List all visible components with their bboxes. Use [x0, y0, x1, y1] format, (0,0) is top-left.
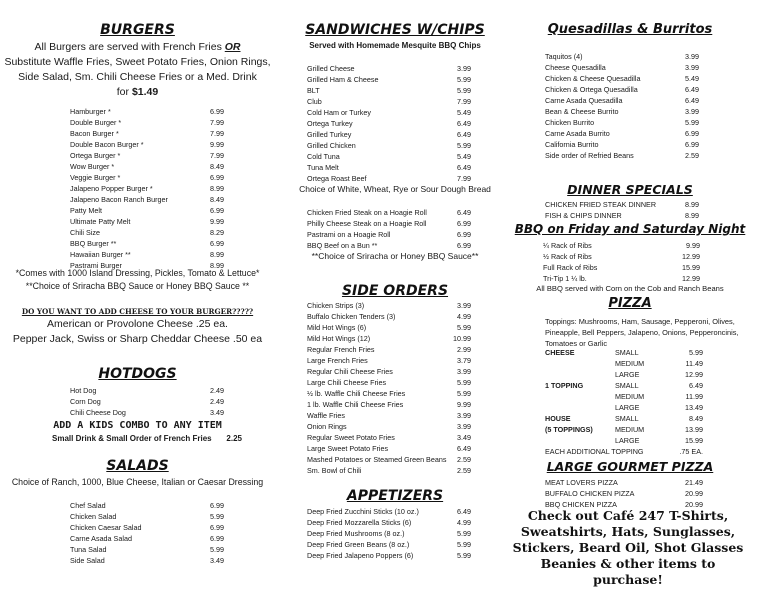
menu-item: Large French Fries 3.79 [307, 356, 471, 365]
menu-item: Onion Rings 3.99 [307, 422, 471, 431]
menu-item: Corn Dog 2.49 [70, 397, 224, 406]
quesadillas-title: Quesadillas & Burritos [547, 22, 713, 37]
side-orders-title: SIDE ORDERS [341, 283, 449, 299]
menu-item: Taquitos (4) 3.99 [545, 52, 699, 61]
salads-description: Choice of Ranch, 1000, Blue Cheese, Italian or Caesar Dressing [11, 477, 264, 487]
bread-note: Choice of White, Wheat, Rye or Sour Dough Bread [299, 184, 491, 194]
menu-item: Chili Cheese Dog 3.49 [70, 408, 224, 417]
menu-item: ½ Rack of Ribs 12.99 [543, 252, 700, 261]
menu-item: Hot Dog 2.49 [70, 386, 224, 395]
menu-item: Deep Fried Jalapeno Poppers (6) 5.99 [307, 551, 471, 560]
menu-item: BLT 5.99 [307, 86, 471, 95]
menu-item: Chicken Strips (3) 3.99 [307, 301, 471, 310]
gourmet-pizza-title: LARGE GOURMET PIZZA [546, 459, 714, 474]
add-cheese-title: DO YOU WANT TO ADD CHEESE TO YOUR BURGER????? [21, 307, 254, 316]
menu-item: Mild Hot Wings (12) 10.99 [307, 334, 471, 343]
bbq-note: All BBQ served with Corn on the Cob and Ranch Beans [536, 284, 724, 293]
menu-item: Sm. Bowl of Chili 2.59 [307, 466, 471, 475]
menu-item: Regular Chili Cheese Fries 3.99 [307, 367, 471, 376]
menu-item: Chicken Caesar Salad 6.99 [70, 523, 224, 532]
menu-item: Ultimate Patty Melt 9.99 [70, 217, 224, 226]
menu-item: California Burrito 6.99 [545, 140, 699, 149]
menu-item: Jalapeno Bacon Ranch Burger 8.49 [70, 195, 224, 204]
menu-item: Large Sweet Potato Fries 6.49 [307, 444, 471, 453]
menu-item: Pastrami on a Hoagie Roll 6.99 [307, 230, 471, 239]
salads-title: SALADS [106, 458, 169, 474]
menu-item: Cold Tuna 5.49 [307, 152, 471, 161]
menu-item: Cheese Quesadilla 3.99 [545, 63, 699, 72]
menu-item: Carne Asada Quesadilla 6.49 [545, 96, 699, 105]
menu-item: ½ lb. Waffle Chili Cheese Fries 5.99 [307, 389, 471, 398]
menu-item: Cold Ham or Turkey 5.49 [307, 108, 471, 117]
menu-item: Carne Asada Burrito 6.99 [545, 129, 699, 138]
menu-item: MEAT LOVERS PIZZA 21.49 [545, 478, 703, 487]
menu-item: Philly Cheese Steak on a Hoagie Roll 6.99 [307, 219, 471, 228]
menu-item: Double Bacon Burger * 9.99 [70, 140, 224, 149]
sauce-note: **Choice of Sriracha or Honey BBQ Sauce** [311, 251, 479, 261]
menu-item: BBQ Beef on a Bun ** 6.99 [307, 241, 471, 250]
menu-item: Grilled Ham & Cheese 5.99 [307, 75, 471, 84]
menu-item: Grilled Cheese 3.99 [307, 64, 471, 73]
dinner-specials-title: DINNER SPECIALS [567, 182, 693, 197]
menu-item: Hamburger * 6.99 [70, 107, 224, 116]
kids-combo-row: Small Drink & Small Order of French Fries 2.25 [52, 434, 242, 443]
menu-item: Club 7.99 [307, 97, 471, 106]
menu-item: Ortega Burger * 7.99 [70, 151, 224, 160]
pizza-group-label: 1 TOPPING [545, 381, 584, 390]
menu-item: Jalapeno Popper Burger * 8.99 [70, 184, 224, 193]
menu-item: Ortega Roast Beef 7.99 [307, 174, 471, 183]
menu-item: Regular French Fries 2.99 [307, 345, 471, 354]
menu-item: Chicken & Ortega Quesadilla 6.49 [545, 85, 699, 94]
sandwiches-description: Served with Homemade Mesquite BBQ Chips [309, 41, 481, 50]
menu-item: BUFFALO CHICKEN PIZZA 20.99 [545, 489, 703, 498]
additional-topping-label: EACH ADDITIONAL TOPPING [545, 447, 644, 456]
menu-item: Chicken Salad 5.99 [70, 512, 224, 521]
pizza-group-sublabel: (5 TOPPINGS) [545, 425, 593, 434]
menu-item: Deep Fried Mushrooms (8 oz.) 5.99 [307, 529, 471, 538]
menu-item: Veggie Burger * 6.99 [70, 173, 224, 182]
menu-item: 1 lb. Waffle Chili Cheese Fries 9.99 [307, 400, 471, 409]
menu-item: Tuna Melt 6.49 [307, 163, 471, 172]
pizza-group-label: CHEESE [545, 348, 575, 357]
menu-item: Bacon Burger * 7.99 [70, 129, 224, 138]
menu-item: Tuna Salad 5.99 [70, 545, 224, 554]
menu-item: Ortega Turkey 6.49 [307, 119, 471, 128]
menu-item: Carne Asada Salad 6.99 [70, 534, 224, 543]
menu-item: Grilled Chicken 5.99 [307, 141, 471, 150]
menu-item: Pastrami Burger 8.99 [70, 261, 224, 270]
menu-item: Regular Sweet Potato Fries 3.49 [307, 433, 471, 442]
burgers-description: All Burgers are served with French Fries OR Substitute Waffle Fries, Sweet Potato Fries, Onion Rings, Side Salad, Sm. Chili Cheese Fries or a Med. Drink for $1.49 [4, 41, 271, 98]
menu-item: Double Burger * 7.99 [70, 118, 224, 127]
menu-item: Tri-Tip 1 ¼ lb. 12.99 [543, 274, 700, 283]
menu-item: Deep Fried Green Beans (8 oz.) 5.99 [307, 540, 471, 549]
menu-item: Chef Salad 6.99 [70, 501, 224, 510]
appetizers-title: APPETIZERS [346, 488, 444, 504]
burgers-note-2: **Choice of Sriracha BBQ Sauce or Honey BBQ Sauce ** [25, 281, 250, 291]
menu-item: Chicken Fried Steak on a Hoagie Roll 6.49 [307, 208, 471, 217]
pizza-title: PIZZA [608, 296, 652, 311]
burgers-title: BURGERS [100, 22, 175, 38]
menu-item: ¼ Rack of Ribs 9.99 [543, 241, 700, 250]
menu-item: BBQ CHICKEN PIZZA 20.99 [545, 500, 703, 509]
menu-item: Full Rack of Ribs 15.99 [543, 263, 700, 272]
sandwiches-title: SANDWICHES W/CHIPS [305, 22, 485, 38]
additional-topping-price: .75 EA. [679, 447, 703, 456]
menu-item: CHICKEN FRIED STEAK DINNER 8.99 [545, 200, 699, 209]
menu-item: Large Chili Cheese Fries 5.99 [307, 378, 471, 387]
menu-item: Mild Hot Wings (6) 5.99 [307, 323, 471, 332]
menu-item: Hawaiian Burger ** 8.99 [70, 250, 224, 259]
menu-item: Grilled Turkey 6.49 [307, 130, 471, 139]
menu-item: FISH & CHIPS DINNER 8.99 [545, 211, 699, 220]
pizza-toppings: Toppings: Mushrooms, Ham, Sausage, Pepperoni, Olives, Pineapple, Bell Peppers, Jalapeno, Onions, Pepperoncinis, Tomatoes or Garlic [545, 317, 739, 348]
menu-item: Wow Burger * 8.49 [70, 162, 224, 171]
merch-promo: Check out Café 247 T-Shirts, Sweatshirts, Hats, Sunglasses, Stickers, Beard Oil, Shot Glasses Beanies & other items to purchase! [512, 508, 744, 587]
menu-item: BBQ Burger ** 6.99 [70, 239, 224, 248]
menu-item: Patty Melt 6.99 [70, 206, 224, 215]
menu-item: Bean & Cheese Burrito 3.99 [545, 107, 699, 116]
menu-item: Chicken & Cheese Quesadilla 5.49 [545, 74, 699, 83]
menu-item: Side order of Refried Beans 2.59 [545, 151, 699, 160]
pizza-price-table: CHEESE SMALL 5.99 MEDIUM 11.49 LARGE 12.99 1 TOPPING SMALL 6.49 MEDIUM 11.99 LARGE 13.49 HOUSE (5 TOPPINGS) SMALL 8.49 MEDIUM 13.99 LARGE 15.99 EACH ADDITIONAL TOPPING .75 EA. [545, 348, 703, 456]
menu-item: Deep Fried Zucchini Sticks (10 oz.) 6.49 [307, 507, 471, 516]
cheese-line-2: Pepper Jack, Swiss or Sharp Cheddar Cheese .50 ea [12, 333, 263, 345]
hotdogs-title: HOTDOGS [98, 366, 177, 382]
pizza-group-label: HOUSE [545, 414, 571, 423]
menu-item: Mashed Potatoes or Steamed Green Beans 2.59 [307, 455, 471, 464]
menu-item: Deep Fried Mozzarella Sticks (6) 4.99 [307, 518, 471, 527]
bbq-title: BBQ on Friday and Saturday Night [514, 222, 746, 236]
burgers-note-1: *Comes with 1000 Island Dressing, Pickles, Tomato & Lettuce* [15, 268, 260, 278]
menu-item: Waffle Fries 3.99 [307, 411, 471, 420]
menu-item: Chili Size 8.29 [70, 228, 224, 237]
menu-item: Buffalo Chicken Tenders (3) 4.99 [307, 312, 471, 321]
menu-item: Side Salad 3.49 [70, 556, 224, 565]
menu-item: Chicken Burrito 5.99 [545, 118, 699, 127]
cheese-line-1: American or Provolone Cheese .25 ea. [47, 318, 228, 330]
kids-combo-title: ADD A KIDS COMBO TO ANY ITEM [53, 420, 222, 431]
